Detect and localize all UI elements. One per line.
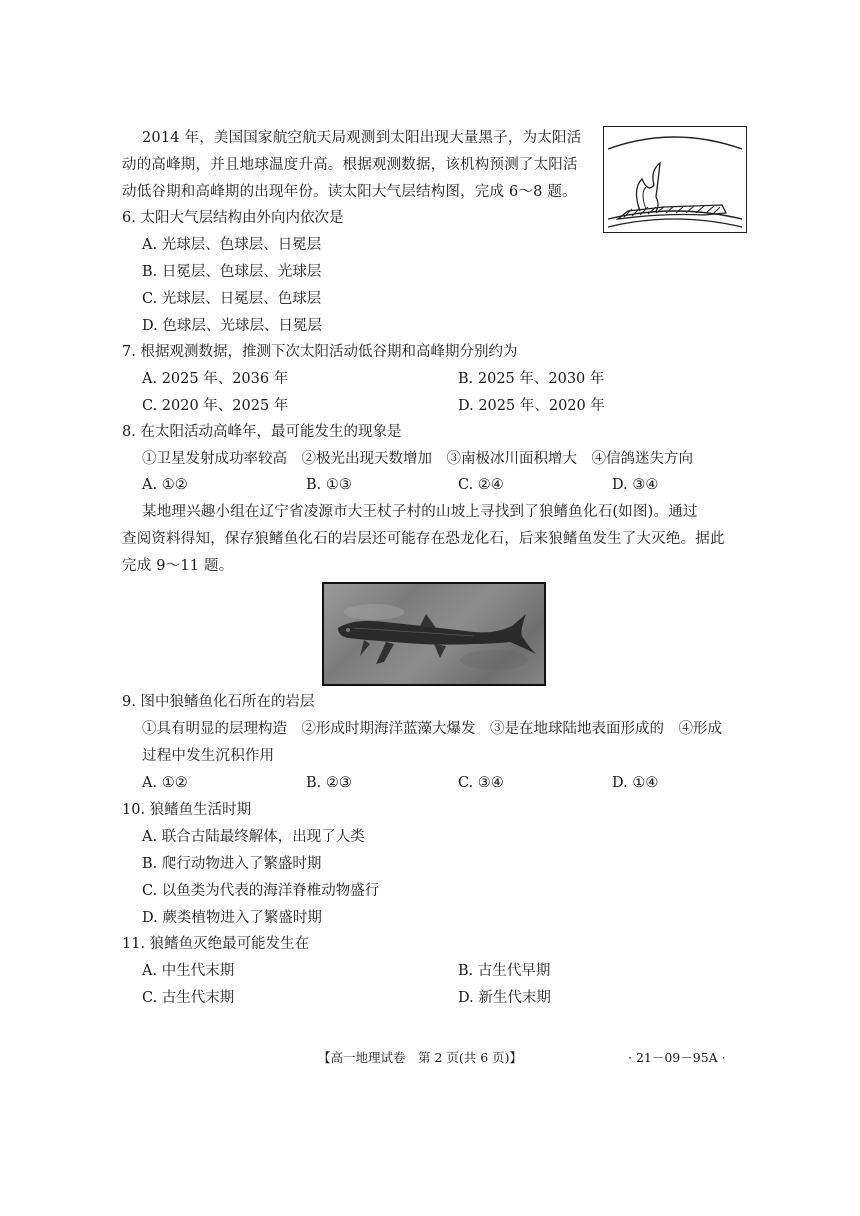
q9-option-a: A. ①②: [142, 775, 188, 791]
q11-option-d: D. 新生代末期: [458, 990, 551, 1006]
q8-options: [142, 475, 742, 495]
q9-options: [142, 773, 742, 793]
intro-line-3: 动低谷期和高峰期的出现年份。读太阳大气层结构图，完成 6～8 题。: [122, 184, 577, 200]
q7-stem: 7. 根据观测数据，推测下次太阳活动低谷期和高峰期分别约为: [122, 344, 518, 360]
q7-option-b: B. 2025 年、2030 年: [458, 371, 605, 387]
q7-option-c: C. 2020 年、2025 年: [142, 398, 289, 414]
q7-option-a: A. 2025 年、2036 年: [142, 371, 289, 387]
sun-atmosphere-diagram: [604, 127, 745, 231]
passage2-line-3: 完成 9～11 题。: [122, 558, 234, 574]
q8-statements: ①卫星发射成功率较高 ②极光出现天数增加 ③南极冰川面积增大 ④信鸽迷失方向: [142, 451, 693, 467]
q9-statements-line-1: ①具有明显的层理构造 ②形成时期海洋蓝藻大爆发 ③是在地球陆地表面形成的 ④形成: [142, 721, 722, 737]
q6-option-b: B. 日冕层、色球层、光球层: [142, 264, 322, 280]
q9-option-b: B. ②③: [306, 775, 352, 791]
q8-option-c: C. ②④: [458, 477, 504, 493]
q6-stem: 6. 太阳大气层结构由外向内依次是: [122, 210, 344, 226]
q9-stem: 9. 图中狼鳍鱼化石所在的岩层: [122, 694, 315, 710]
fish-fossil-photo: [322, 582, 546, 686]
q9-statements-line-2: 过程中发生沉积作用: [142, 748, 275, 764]
footer-title: 【高一地理试卷 第 2 页(共 6 页)】: [318, 1050, 523, 1065]
passage2-line-2: 查阅资料得知，保存狼鳍鱼化石的岩层还可能存在恐龙化石，后来狼鳍鱼发生了大灭绝。据此: [122, 531, 725, 547]
footer-code: · 21－09－95A ·: [628, 1050, 726, 1065]
q10-option-c: C. 以鱼类为代表的海洋脊椎动物盛行: [142, 883, 380, 899]
q11-option-a: A. 中生代末期: [142, 963, 235, 979]
intro-line-1: 2014 年，美国国家航空航天局观测到太阳出现大量黑子，为太阳活: [142, 130, 582, 146]
q10-option-d: D. 蕨类植物进入了繁盛时期: [142, 910, 322, 926]
q8-option-d: D. ③④: [612, 477, 659, 493]
q9-option-c: C. ③④: [458, 775, 504, 791]
intro-line-2: 动的高峰期，并且地球温度升高。根据观测数据，该机构预测了太阳活: [122, 157, 578, 173]
q8-option-b: B. ①③: [306, 477, 352, 493]
q8-option-a: A. ①②: [142, 477, 188, 493]
q7-option-d: D. 2025 年、2020 年: [458, 398, 605, 414]
q11-option-b: B. 古生代早期: [458, 963, 551, 979]
q11-option-c: C. 古生代末期: [142, 990, 235, 1006]
q10-option-a: A. 联合古陆最终解体，出现了人类: [142, 829, 365, 845]
q6-option-a: A. 光球层、色球层、日冕层: [142, 237, 322, 253]
fish-fossil-image: [324, 584, 544, 684]
passage2-line-1: 某地理兴趣小组在辽宁省凌源市大王杖子村的山坡上寻找到了狼鳍鱼化石(如图)。通过: [142, 504, 698, 520]
q10-option-b: B. 爬行动物进入了繁盛时期: [142, 856, 322, 872]
q10-stem: 10. 狼鳍鱼生活时期: [122, 802, 252, 818]
sun-atmosphere-figure: [603, 126, 747, 233]
q6-option-c: C. 光球层、日冕层、色球层: [142, 291, 322, 307]
q8-stem: 8. 在太阳活动高峰年，最可能发生的现象是: [122, 424, 402, 440]
q6-option-d: D. 色球层、光球层、日冕层: [142, 318, 322, 334]
q9-option-d: D. ①④: [612, 775, 659, 791]
q11-stem: 11. 狼鳍鱼灭绝最可能发生在: [122, 936, 310, 952]
